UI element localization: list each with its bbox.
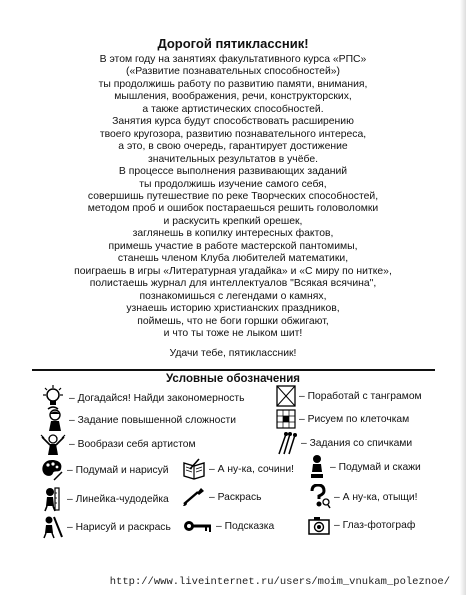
legend-item-label: – Рисуем по клеточкам bbox=[299, 413, 410, 425]
letter-line: примешь участие в работе мастерской пантомимы, bbox=[108, 240, 358, 252]
pencil-man-icon bbox=[40, 515, 64, 539]
letter-line: и раскусить крепкий орешек, bbox=[163, 215, 303, 227]
letter-line: методом проб и ошибок постараешься решить головоломки bbox=[87, 203, 379, 215]
legend-item-label: – Линейка-чудодейка bbox=[67, 493, 169, 505]
open-book-icon bbox=[182, 458, 206, 480]
question-search-icon bbox=[307, 484, 331, 510]
legend-item-label: – Поработай с танграмом bbox=[299, 390, 422, 402]
letter-line: значительных результатов в учёбе. bbox=[147, 153, 319, 165]
legend-item bbox=[276, 385, 422, 407]
letter-line: поймешь, что не боги горшки обжигают, bbox=[137, 315, 329, 327]
letter-line: полистаешь журнал для интеллектуалов "Всякая всячина", bbox=[89, 278, 377, 290]
legend-item bbox=[40, 486, 169, 512]
legend-item bbox=[307, 484, 417, 510]
letter-line: поиграешь в игры «Литературная угадайка» и «С миру по нитке», bbox=[74, 265, 392, 277]
legend-item bbox=[183, 517, 274, 535]
grid-icon bbox=[276, 409, 296, 429]
letter-line: твоего кругозора, развитию познавательного интереса, bbox=[99, 128, 367, 140]
tangram-icon bbox=[276, 385, 296, 407]
legend-item-label: – Глаз-фотограф bbox=[334, 519, 416, 531]
legend-item bbox=[40, 432, 196, 456]
letter-line: а также артистических способностей. bbox=[142, 103, 324, 115]
legend-item bbox=[44, 408, 236, 432]
legend-item-label: – Подсказка bbox=[216, 520, 275, 532]
letter-line: познакомишься с легендами о камнях, bbox=[139, 290, 327, 302]
page-edge-shadow bbox=[460, 0, 466, 595]
letter-body bbox=[30, 54, 436, 340]
legend-item-label: – Вообрази себя артистом bbox=[69, 438, 196, 450]
legend-item bbox=[182, 458, 294, 480]
letter-line: совершишь путешествие по реке Творческих способностей, bbox=[87, 190, 379, 202]
letter-line: заглянешь в копилку интересных фактов, bbox=[132, 228, 334, 240]
legend-item-label: – Раскрась bbox=[209, 491, 262, 503]
legend-item-label: – А ну-ка, сочини! bbox=[209, 463, 294, 475]
legend-item bbox=[40, 515, 171, 539]
key-icon bbox=[183, 517, 213, 535]
matches-icon bbox=[276, 431, 298, 455]
letter-line: Занятия курса будут способствовать расширению bbox=[112, 116, 354, 128]
ruler-man-icon bbox=[40, 486, 64, 512]
letter-title: Дорогой пятиклассник! bbox=[157, 36, 309, 51]
legend-item-label: – Задания со спичками bbox=[301, 437, 413, 449]
legend-item-label: – Подумай и скажи bbox=[330, 461, 421, 473]
letter-line: ты продолжишь изучение самого себя, bbox=[139, 178, 327, 190]
letter-line: узнаешь историю христианских праздников, bbox=[126, 303, 340, 315]
paint-brush-icon bbox=[182, 486, 206, 508]
legend-item-label: – А ну-ка, отыщи! bbox=[334, 491, 418, 503]
letter-line: а это, в свою очередь, гарантирует достижение bbox=[118, 141, 348, 153]
letter-line: станешь членом Клуба любителей математики, bbox=[117, 253, 349, 265]
letter-line: В этом году на занятиях факультативного курса «РПС» bbox=[99, 54, 367, 65]
letter-line: и что ты тоже не лыком шит! bbox=[163, 327, 303, 339]
legend-item bbox=[276, 409, 409, 429]
legend-item-label: – Догадайся! Найди закономерность bbox=[69, 392, 245, 404]
legend-title: Условные обозначения bbox=[165, 373, 300, 385]
watermark-url: http://www.liveinternet.ru/users/moim_vnukam_poleznoe/ bbox=[109, 576, 450, 588]
legend-item bbox=[40, 458, 169, 482]
legend-item bbox=[307, 514, 415, 536]
legend-item bbox=[307, 454, 421, 480]
palette-icon bbox=[40, 458, 64, 482]
section-divider bbox=[32, 369, 435, 371]
legend-item bbox=[182, 486, 261, 508]
letter-line: мышления, воображения, речи, конструкторских, bbox=[114, 91, 352, 103]
legend-item bbox=[276, 431, 412, 455]
legend-item-label: – Нарисуй и раскрась bbox=[67, 521, 171, 533]
letter-line: («Развитие познавательных способностей») bbox=[126, 66, 340, 78]
legend-item-label: – Подумай и нарисуй bbox=[67, 464, 169, 476]
letter-line: ты продолжишь работу по развитию памяти, внимания, bbox=[98, 78, 368, 90]
letter-sign: Удачи тебе, пятиклассник! bbox=[169, 348, 297, 359]
actor-icon bbox=[40, 432, 66, 456]
thinking-man-icon bbox=[44, 408, 66, 432]
legend-item-label: – Задание повышенной сложности bbox=[69, 414, 236, 426]
speaker-icon bbox=[307, 454, 327, 480]
camera-icon bbox=[307, 514, 331, 536]
letter-line: В процессе выполнения развивающих заданий bbox=[118, 166, 348, 178]
